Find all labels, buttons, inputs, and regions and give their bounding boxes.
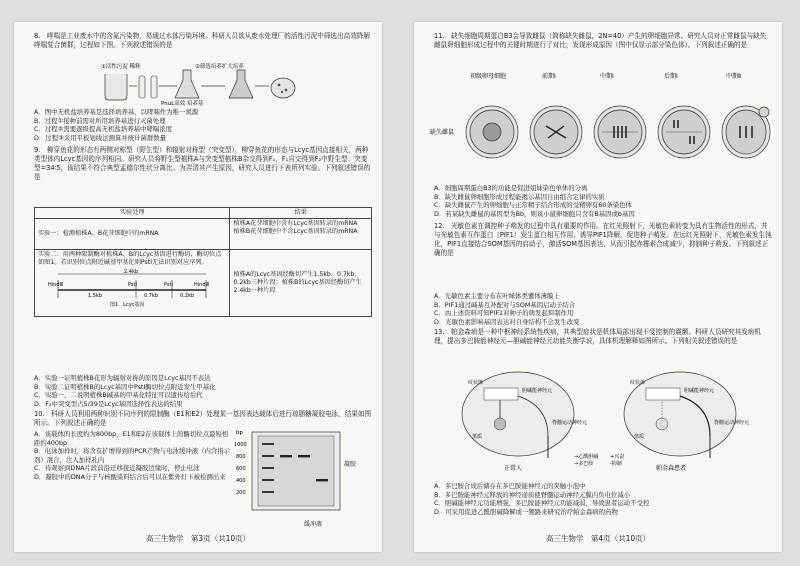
table-r2-c1-text: 实验二：用两种限制酶对植株A、B的Lcyc基因进行酶切，酶切位点如图1。若识别位点附近碱基甲基化则PstI无法识别对应序列。 [38,251,222,266]
q10-option-d: D．凝胶中的DNA分子与核酸染料结合后可以在紫外灯下被检测出来 [34,472,226,481]
q9-option-c: C．实验一、二说明植株B碱基的甲基化特征可以遗传给后代 [34,391,203,400]
q13-option-d: D．可采用促进乙酰胆碱降解或一题路来研究治疗帕金森病的药物 [434,507,618,516]
buffer-label: 缓冲液 [304,521,323,528]
table-r2-c2: 植株A的Lcyc基因经酶切产生1.5kb、0.7kb、0.2kb三种片段；植株B的Lcyc基因经酶切产生2.4kb一种片段 [230,250,372,317]
legend-dopamine: →多巴胺 [574,461,594,467]
map-caption: 图1 Lcyc基因 [110,302,145,308]
map-pst1-a: PstI [128,282,137,288]
gel-bp-label: bp [236,430,243,436]
question-9 [34,146,372,182]
parkinson-mechanism-figure [444,366,764,474]
legend-inhibit: -抑制 [610,461,622,467]
legend-acetylcholine: →乙酰胆碱 [574,454,599,460]
question-10-stem: 10. 科研人员利用两种识别不同序列的限制酶（E1和E2）处理某一基因表达载体后进行琼脂糖凝胶电泳，结果如图所示。下列叙述正确的是 [34,410,372,427]
label-spinal-left: 脊髓运动神经元 [552,420,588,426]
dilution-tube-2 [151,76,157,98]
question-9-options [34,374,372,408]
caption-normal: 正常人 [504,465,523,472]
diagram-step2-label: ②筛选培养扩大培养 [195,64,244,70]
gel-mark-800: 800 [236,454,246,460]
label-spinal-right: 脊髓运动神经元 [714,420,750,426]
q11-option-b: B．缺失雌鼠卵细胞形成过程能揭示基因自由组合定律的实质 [434,192,605,201]
q12-option-a: A．光敏色素主要分布在叶绿体类囊体薄膜上 [434,292,560,300]
petri-plate [271,78,295,98]
oocyte-cell-5 [722,106,770,158]
exam-page-3 [14,22,382,552]
map-seg-1: 1.5kb [88,293,103,299]
lane-e1e2-band [316,479,328,481]
diagram-step1-label: ①活性污泥 稀释 [101,64,141,70]
label-cholinergic-right: 胆碱能神经元 [684,388,715,394]
oocyte-cell-3 [594,106,646,158]
oocyte-cell-2 [530,106,582,158]
question-11-options [434,184,772,218]
flask-2 [229,70,253,98]
stage-label-1: 初级卵母细胞 [470,73,507,80]
flask-1 [175,70,199,98]
normal-brain-diagram [462,372,587,472]
label-substantia-right: 黑质 [634,434,645,440]
stage-label-2: 前期Ⅰ [542,73,556,80]
lcyc-restriction-map [38,268,218,308]
gel-mark-600: 600 [236,466,246,472]
table-r2-c1 [35,250,230,317]
map-seg-2: 0.7kb [144,293,159,299]
exam-page-4 [414,22,782,552]
map-hind3-left: HindⅢ [48,282,63,288]
row-label-mutant: 缺失雌鼠 [430,129,455,136]
page-4-footer: 高三生物学 第4页（共10页） [545,534,651,543]
label-striatum-right: 纹状体 [630,380,646,386]
map-total-length: 2.4kb [124,269,139,275]
question-13-options [434,482,772,516]
bacteria-screening-diagram [99,60,299,106]
gel-mark-400: 400 [236,478,246,484]
lane-e2-band [298,455,310,457]
question-13 [434,328,772,346]
caption-patient: 帕金森患者 [656,465,687,472]
q10-option-a: A．该载体的长度约为800bp，E1和E2在该载体上的酶切位点最短相距约400bp [34,430,229,447]
q9-option-b: B．实验二证明植株B的Lcyc基因中PstI酶切位点附近发生甲基化 [34,382,216,391]
q8-option-b: B．过程①接种前需对所用培养基进行灭菌处理 [34,116,166,125]
q10-option-c: C．待观察到DNA片段前沿迁移接近凝胶边缘时，停止电泳 [34,464,200,473]
stage-label-4: 后期Ⅰ [664,73,678,80]
q11-option-c: C．缺失雌鼠产生的卵细胞与正常精子结合形成的受精卵有60条染色体 [434,201,632,210]
stage-label-3: 中期Ⅰ [600,73,614,80]
patient-brain-diagram [624,372,749,472]
q12-option-d: D．光敏色素影响基因表达对自身结构不会发生改变 [434,317,580,326]
table-header-treatment: 实验处理 [35,208,230,219]
q11-option-a: A．细胞周期蛋白B3的功能是促进姐妹染色单体的分离 [434,184,588,192]
oocyte-cells [466,106,770,158]
sludge-beaker [105,74,127,100]
question-12-stem: 12. 光敏色素在调控种子萌发的过程中具有重要的作用。在红光照射下，光敏色素转变为具有生物活性的形式，并与光敏色素互作蛋白（PIF1）发生蛋白相互作用，诱导PIF1降解，促进种子萌发。在远红光照射下，光敏色素发生钝化，PIF1直接结合SOM基因的启动子，激活SOM基因表达，从而引起赤霉素合成减少，抑制种子萌发。下列叙述正确的是 [434,222,772,257]
label-striatum-left: 纹状体 [468,380,484,386]
question-9-stem: 9. 柳穿鱼花的形态有两侧对称型（野生型）和辐射对称型（突变型），柳穿鱼花的形态与Lcyc基因直接相关，两种类型体内Lcyc基因的序列相同。研究人员将野生型植株A与突变型植株B杂交得到F₁，F₁自交得到F₂中野生型：突变型=34∶5，该结果不符合典型孟德尔性状分离比。为弄清其产生原因，研究人员进行下表所列实验。下列叙述错误的是 [34,146,371,181]
flask1-label: PnuL高效 培养基 [161,101,204,106]
gel-mark-200: 200 [236,490,246,496]
stage-label-5: 中期Ⅱ [726,73,741,80]
q8-option-c: C．过程②需要逐级提高无机盐培养基中哮喘浓度 [34,125,173,134]
legend-excite: +兴奋 [610,454,625,460]
map-pst1-b: PstI [164,282,173,288]
question-12 [434,222,772,258]
q12-option-c: C．由上述资料可知PIF1对种子的萌发起抑制作用 [434,309,574,318]
question-13-stem: 13. 帕金森病是一种中枢神经系统性疾病，其典型症状是机体局部出现不受控制的震颤。科研人员研究其发病机理，提出多巴胺能神经元—胆碱能神经元功能失衡学说，具体机理解释如图所示。下列相关叙述错误的是 [434,328,761,345]
label-cholinergic-left: 胆碱能神经元 [522,388,553,394]
oocyte-cell-1 [466,106,518,158]
label-substantia-left: 黑质 [472,434,483,440]
q13-option-c: C．胆碱能神经元功能增强，多巴胺能神经元功能减弱，导致患者运动不受控 [434,499,650,508]
question-11-stem: 11. 缺失细胞周期蛋白B3会导致雌鼠（简称缺失雌鼠，2N=40）产生的卵细胞异常。研究人员对正常雌鼠与缺失雌鼠卵细胞形成过程中的关键时期进行了对比，发现形成原因（图中仅显示部分染色体）。下列叙述正确的是 [434,32,767,49]
question-9-table [34,207,372,317]
table-header-result: 结果 [230,208,372,219]
dilution-tube-1 [139,76,145,98]
gel-mark-1000: 1000 [234,442,247,448]
question-8-stem: 8. 哮喘是工业废水中的含氮污染物，易通过水体污染环境。科研人员欲从废水处理厂的活性污泥中筛选出高效降解哮喘复合菌群，过程如下图。下列叙述错误的是 [34,32,370,49]
oocyte-cell-4 [658,106,710,158]
q12-option-b: B．PIF1通过碱基互补配对与SOM基因启动子结合 [434,300,576,309]
question-8 [34,32,372,50]
q9-option-a: A．实验一证明植株B花形为辐射对称的原因是Lcyc基因不表达 [34,374,211,382]
question-10-options [34,430,232,482]
map-hind3-right: HindⅢ [194,282,209,288]
q13-option-b: B．多巴胺能神经元释放的神经递质使脊髓运动神经元膜内负电位减小 [434,490,631,499]
q10-option-b: B．电泳加样时，将含有扩增得到的PCR产物与电泳缓冲液（内含指示剂）混合，注入加样孔内 [34,447,231,464]
gel-slab [258,436,334,506]
map-seg-3: 0.2kb [180,293,195,299]
lane-e1-band [280,455,292,457]
q13-option-a: A．多巴胺合成后储存在多巴胺能神经元的突触小泡中 [434,482,586,490]
gel-electrophoresis-figure [234,426,374,530]
page-3-footer: 高三生物学 第3页（共10页） [145,534,251,543]
figure-legend [574,453,624,467]
table-r1-c2: 植株A花芽细胞中含有Lcyc基因转录的mRNA 植株B花芽细胞中不含Lcyc基因转录的mRNA [230,219,372,250]
q11-option-d: D．若某缺失雌鼠的基因型为Bb，则该小鼠卵细胞只含有B基因或b基因 [434,209,635,218]
gel-side-label: 凝胶 [344,461,357,468]
q8-option-a: A．图中无机盐培养基是选择培养基，以哮喘作为唯一氮源 [34,108,199,116]
question-8-options [34,108,372,142]
question-11 [434,32,772,50]
table-r1-c1: 实验一：检测植株A、B花芽细胞中的mRNA [35,219,230,250]
q8-option-d: D．过程③采用平板划线法测算并统计菌群数量 [34,133,167,142]
question-12-options [434,292,772,326]
stage-labels [470,72,741,80]
oocyte-stages-figure [428,70,772,174]
q9-option-d: D．F₂中突变型占5/39是Lcyc基因选择性表达的结果 [34,399,183,408]
